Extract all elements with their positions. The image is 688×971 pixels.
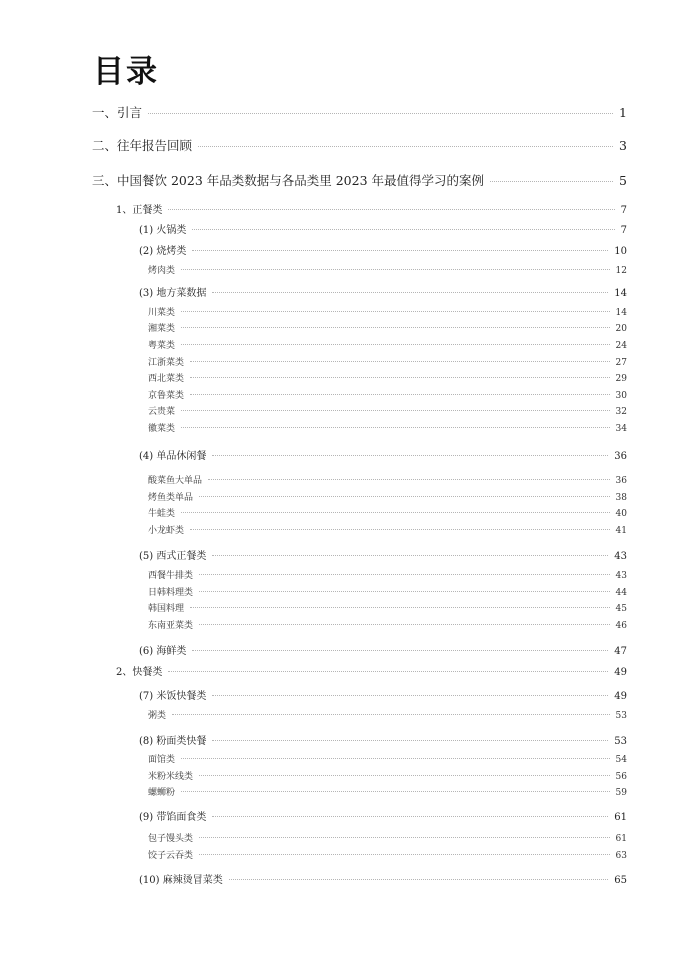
toc-entry-label: 京鲁菜类 — [148, 391, 185, 401]
toc-entry[interactable] — [139, 284, 627, 299]
toc-entry[interactable] — [148, 473, 627, 486]
toc-entry[interactable] — [148, 338, 627, 351]
toc-entry-page: 46 — [615, 621, 627, 631]
toc-entry-page: 27 — [615, 358, 627, 368]
toc-entry-page: 36 — [614, 451, 627, 462]
toc-entry[interactable] — [148, 618, 627, 631]
dot-leader — [212, 740, 608, 741]
toc-entry[interactable] — [148, 421, 627, 434]
toc-entry-page: 41 — [615, 526, 627, 536]
toc-entry-label: 面馆类 — [148, 755, 176, 765]
dot-leader — [168, 209, 614, 210]
toc-entry-label: 牛蛙类 — [148, 509, 176, 519]
toc-entry[interactable] — [148, 708, 627, 721]
dot-leader — [192, 229, 614, 230]
toc-entry-label: (6) 海鲜类 — [139, 646, 187, 657]
dot-leader — [181, 410, 610, 411]
toc-entry-page: 56 — [615, 772, 627, 782]
toc-entry[interactable] — [148, 371, 627, 384]
toc-entry-page: 14 — [615, 308, 627, 318]
dot-leader — [212, 695, 608, 696]
toc-entry-page: 12 — [615, 266, 627, 276]
toc-entry-label: 烤肉类 — [148, 266, 176, 276]
toc-entry[interactable] — [148, 523, 627, 536]
dot-leader — [192, 250, 608, 251]
toc-entry[interactable] — [148, 752, 627, 765]
toc-entry[interactable] — [148, 831, 627, 844]
dot-leader — [181, 512, 610, 513]
toc-entry-page: 1 — [619, 105, 627, 120]
toc-entry-label: (10) 麻辣烫冒菜类 — [139, 875, 223, 886]
toc-entry-label: 粥类 — [148, 711, 167, 721]
toc-entry-label: 湘菜类 — [148, 324, 176, 334]
dot-leader — [199, 591, 610, 592]
toc-entry[interactable] — [148, 404, 627, 417]
toc-entry-label: 江浙菜类 — [148, 358, 185, 368]
toc-entry-page: 24 — [615, 341, 627, 351]
dot-leader — [199, 624, 610, 625]
toc-entry-page: 32 — [615, 407, 627, 417]
toc-entry[interactable] — [92, 103, 627, 121]
toc-entry-label: 酸菜鱼大单品 — [148, 476, 203, 486]
toc-entry-page: 44 — [615, 588, 627, 598]
toc-entry-label: 徽菜类 — [148, 424, 176, 434]
dot-leader — [181, 311, 610, 312]
toc-entry-label: 包子馒头类 — [148, 834, 194, 844]
toc-entry-page: 30 — [615, 391, 627, 401]
toc-entry-page: 40 — [615, 509, 627, 519]
dot-leader — [181, 327, 610, 328]
toc-entry-label: (2) 烧烤类 — [139, 246, 187, 257]
toc-entry-page: 65 — [614, 875, 627, 886]
dot-leader — [212, 292, 608, 293]
toc-entry-page: 3 — [619, 138, 627, 153]
dot-leader — [190, 361, 610, 362]
toc-entry-page: 10 — [614, 246, 627, 257]
dot-leader — [199, 854, 610, 855]
toc-entry-page: 7 — [620, 225, 627, 236]
toc-entry[interactable] — [148, 321, 627, 334]
toc-entry[interactable] — [148, 785, 627, 798]
dot-leader — [199, 574, 610, 575]
dot-leader — [208, 479, 610, 480]
toc-entry[interactable] — [148, 305, 627, 318]
toc-entry[interactable] — [139, 642, 627, 657]
toc-entry[interactable] — [139, 871, 627, 886]
toc-entry-label: (8) 粉面类快餐 — [139, 736, 207, 747]
toc-entry[interactable] — [148, 848, 627, 861]
toc-entry-label: 东南亚菜类 — [148, 621, 194, 631]
toc-entry-page: 63 — [615, 851, 627, 861]
toc-entry[interactable] — [116, 201, 627, 216]
toc-entry-page: 49 — [614, 691, 627, 702]
toc-entry[interactable] — [139, 687, 627, 702]
dot-leader — [190, 607, 610, 608]
toc-entry-page: 61 — [614, 812, 627, 823]
dot-leader — [190, 529, 610, 530]
toc-entry-label: 西餐牛排类 — [148, 571, 194, 581]
dot-leader — [148, 113, 613, 114]
dot-leader — [181, 344, 610, 345]
toc-entry-page: 61 — [615, 834, 627, 844]
toc-entry-label: (7) 米饭快餐类 — [139, 691, 207, 702]
dot-leader — [168, 671, 608, 672]
toc-entry-page: 53 — [615, 711, 627, 721]
dot-leader — [190, 394, 610, 395]
dot-leader — [212, 555, 608, 556]
dot-leader — [181, 791, 610, 792]
dot-leader — [212, 455, 608, 456]
toc-entry-page: 20 — [615, 324, 627, 334]
toc-entry[interactable] — [116, 663, 627, 678]
toc-entry-label: 小龙虾类 — [148, 526, 185, 536]
toc-entry-label: 1、正餐类 — [116, 205, 163, 216]
toc-entry-label: (4) 单品休闲餐 — [139, 451, 207, 462]
toc-entry[interactable] — [139, 808, 627, 823]
dot-leader — [199, 775, 610, 776]
toc-entry-label: 饺子云吞类 — [148, 851, 194, 861]
toc-entry[interactable] — [139, 447, 627, 462]
toc-entry-label: 三、中国餐饮 2023 年品类数据与各品类里 2023 年最值得学习的案例 — [92, 173, 485, 188]
dot-leader — [199, 496, 610, 497]
toc-entry-label: 2、快餐类 — [116, 667, 163, 678]
toc-entry[interactable] — [92, 171, 627, 189]
toc-entry-label: (1) 火锅类 — [139, 225, 187, 236]
toc-entry-label: 一、引言 — [92, 105, 143, 120]
toc-entry[interactable] — [148, 506, 627, 519]
toc-entry-page: 5 — [619, 173, 627, 188]
page-title: 目录 — [93, 54, 159, 90]
toc-entry-page: 34 — [615, 424, 627, 434]
dot-leader — [198, 146, 613, 147]
toc-entry-label: 日韩料理类 — [148, 588, 194, 598]
dot-leader — [172, 714, 610, 715]
toc-entry[interactable] — [148, 490, 627, 503]
dot-leader — [490, 181, 613, 182]
toc-entry[interactable] — [139, 547, 627, 562]
toc-entry-page: 45 — [615, 604, 627, 614]
toc-entry[interactable] — [148, 263, 627, 276]
toc-entry-page: 59 — [615, 788, 627, 798]
toc-entry[interactable] — [139, 221, 627, 236]
toc-entry-label: (5) 西式正餐类 — [139, 551, 207, 562]
toc-entry-label: 川菜类 — [148, 308, 176, 318]
dot-leader — [190, 377, 610, 378]
toc-entry-label: 韩国料理 — [148, 604, 185, 614]
toc-entry[interactable] — [148, 585, 627, 598]
toc-entry-label: 烤鱼类单品 — [148, 493, 194, 503]
toc-entry-page: 53 — [614, 736, 627, 747]
toc-entry-label: (3) 地方菜数据 — [139, 288, 207, 299]
toc-entry-label: 米粉米线类 — [148, 772, 194, 782]
toc-entry-page: 47 — [614, 646, 627, 657]
toc-entry-label: 螺蛳粉 — [148, 788, 176, 798]
dot-leader — [229, 879, 609, 880]
toc-entry-label: (9) 带馅面食类 — [139, 812, 207, 823]
toc-entry[interactable] — [148, 568, 627, 581]
toc-entry-page: 29 — [615, 374, 627, 384]
toc-entry-page: 38 — [615, 493, 627, 503]
dot-leader — [199, 837, 610, 838]
toc-entry[interactable] — [148, 355, 627, 368]
toc-entry-page: 14 — [614, 288, 627, 299]
toc-entry[interactable] — [148, 388, 627, 401]
toc-entry-page: 54 — [615, 755, 627, 765]
dot-leader — [212, 816, 608, 817]
toc-entry[interactable] — [139, 242, 627, 257]
dot-leader — [181, 269, 610, 270]
toc-entry-label: 粤菜类 — [148, 341, 176, 351]
toc-entry[interactable] — [139, 732, 627, 747]
toc-entry-label: 西北菜类 — [148, 374, 185, 384]
dot-leader — [181, 427, 610, 428]
toc-entry-page: 49 — [614, 667, 627, 678]
toc-entry[interactable] — [148, 769, 627, 782]
toc-entry[interactable] — [92, 136, 627, 154]
toc-entry-page: 7 — [620, 205, 627, 216]
toc-entry-page: 36 — [615, 476, 627, 486]
dot-leader — [192, 650, 608, 651]
dot-leader — [181, 758, 610, 759]
toc-entry-label: 二、往年报告回顾 — [92, 138, 193, 153]
toc-entry-label: 云贵菜 — [148, 407, 176, 417]
toc-entry-page: 43 — [615, 571, 627, 581]
toc-entry[interactable] — [148, 601, 627, 614]
toc-entry-page: 43 — [614, 551, 627, 562]
